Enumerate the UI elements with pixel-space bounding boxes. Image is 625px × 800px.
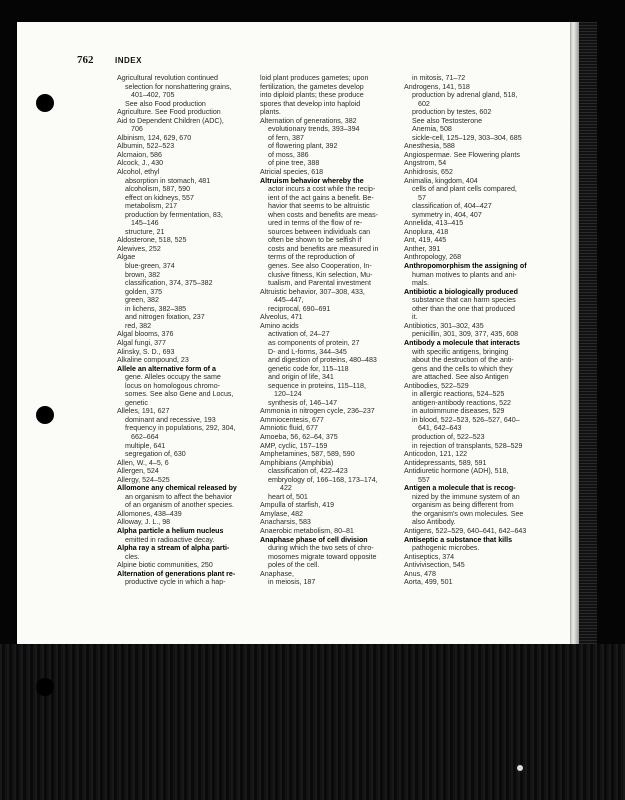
index-entry: Albinism, 124, 629, 670 (117, 133, 192, 142)
index-term-definition: Anaphase phase of cell division (260, 535, 368, 544)
index-entry: AMP, cyclic, 157–159 (260, 441, 328, 450)
index-entry: frequency in populations, 292, 304, (125, 424, 236, 433)
binder-hole-middle (36, 406, 54, 424)
index-entry: emitted in radioactive decay. (125, 535, 215, 544)
scan-bleed-area (0, 644, 625, 800)
index-entry: heart of, 501 (268, 492, 308, 501)
index-entry: Allen, W., 4–5, 6 (117, 458, 169, 467)
index-entry: Anhidrosis, 652 (404, 168, 453, 177)
index-entry: genetic code for, 115–118 (268, 364, 349, 373)
index-entry: 422 (280, 484, 292, 493)
index-entry: of pine tree, 388 (268, 159, 320, 168)
index-entry: Animalia, kingdom, 404 (404, 176, 478, 185)
index-entry: golden, 375 (125, 287, 163, 296)
index-column-1 (117, 74, 269, 587)
scan-speck (517, 765, 523, 771)
index-entry: of moss, 386 (268, 150, 309, 159)
index-entry: and digestion of proteins, 480–483 (268, 356, 377, 365)
index-entry: antigen-antibody reactions, 522 (412, 398, 511, 407)
index-entry: Alcohol, ethyl (117, 168, 160, 177)
index-entry: effect on kidneys, 557 (125, 193, 194, 202)
index-entry: Alinsky, S. D., 693 (117, 347, 175, 356)
index-entry: selection for nonshattering grains, (125, 82, 232, 91)
index-entry: tualism, and Parental investment (268, 279, 371, 288)
index-entry: human motives to plants and ani- (412, 270, 517, 279)
index-entry: evolutionary trends, 393–394 (268, 125, 360, 134)
index-entry: 445–447, (274, 296, 304, 305)
index-entry: absorption in stomach, 481 (125, 176, 211, 185)
index-entry: Anthropology, 268 (404, 253, 462, 262)
index-entry: Antidepressants, 589, 591 (404, 458, 487, 467)
index-entry: the organism's own molecules. See (412, 509, 524, 518)
index-entry: 120–124 (274, 390, 302, 399)
index-entry: and origin of life, 341 (268, 373, 334, 382)
index-entry: Anaerobic metabolism, 80–81 (260, 526, 354, 535)
index-entry: Ampulla of starfish, 419 (260, 501, 335, 510)
index-entry: genetic (125, 398, 148, 407)
index-entry: sequence in proteins, 115–118, (268, 381, 366, 390)
index-entry: pathogenic microbes. (412, 544, 480, 553)
index-entry: in autoimmune diseases, 529 (412, 407, 505, 416)
index-entry: cles. (125, 552, 140, 561)
index-entry: Agricultural revolution continued (117, 74, 218, 82)
index-entry: havior that seems to be altruistic (268, 202, 370, 211)
index-entry: when costs and benefits are meas- (268, 210, 379, 219)
index-entry: Ammonia in nitrogen cycle, 236–237 (260, 407, 375, 416)
index-entry: Agriculture. See Food production (117, 108, 221, 117)
index-entry: dominant and recessive, 193 (125, 415, 216, 424)
index-term-definition: Allomone any chemical released by (117, 484, 237, 493)
index-entry: Androgens, 141, 518 (404, 82, 470, 91)
index-entry: 401–402, 705 (131, 91, 175, 100)
index-term-definition: Alternation of generations plant re- (117, 569, 236, 578)
index-entry: in blood, 522–523, 526–527, 640– (412, 415, 520, 424)
index-entry: as components of protein, 27 (268, 338, 360, 347)
index-entry: productive cycle in which a hap- (125, 578, 226, 587)
index-entry: Amphibians (Amphibia) (260, 458, 334, 467)
index-entry: gens and the cells to which they (412, 364, 513, 373)
page-number: 762 (77, 54, 94, 66)
index-entry: Alkaline compound, 23 (117, 356, 189, 365)
index-entry: Anaphase, (260, 569, 294, 578)
index-entry: production by adrenal gland, 518, (412, 91, 518, 100)
index-entry: about the destruction of the anti- (412, 356, 514, 365)
index-entry: in lichens, 382–385 (125, 304, 187, 313)
page-edge (570, 22, 579, 644)
index-entry: Allergy, 524–525 (117, 475, 170, 484)
index-entry: 706 (131, 125, 143, 134)
index-entry: production by fermentation, 83, (125, 210, 223, 219)
index-entry: Anacharsis, 583 (260, 518, 311, 527)
index-term-definition: Antigen a molecule that is recog- (404, 484, 516, 493)
index-entry: in mitosis, 71–72 (412, 74, 466, 82)
index-entry: Allomones, 438–439 (117, 509, 182, 518)
index-entry: ient of the act gains a benefit. Be- (268, 193, 374, 202)
index-entry: substance that can harm species (412, 296, 516, 305)
index-entry: Alewives, 252 (117, 244, 161, 253)
index-entry: plants. (260, 108, 281, 117)
index-entry: classification of, 422–423 (268, 467, 348, 476)
index-entry: Anticodon, 121, 122 (404, 450, 468, 459)
index-entry: Alloway, J. L., 98 (117, 518, 171, 527)
index-entry: with specific antigens, bringing (412, 347, 509, 356)
index-entry: Aid to Dependent Children (ADC), (117, 116, 224, 125)
index-entry: an organism to affect the behavior (125, 492, 233, 501)
index-entry: Anoplura, 418 (404, 227, 449, 236)
index-entry: Angiospermae. See Flowering plants (404, 150, 520, 159)
index-entry: classification, 374, 375–382 (125, 279, 213, 288)
index-term-definition: Alpha ray a stream of alpha parti- (117, 544, 230, 553)
index-entry: of an organism of another species. (125, 501, 234, 510)
index-entry: production by testes, 602 (412, 108, 492, 117)
index-entry: red, 382 (125, 321, 152, 330)
index-entry: Alveolus, 471 (260, 313, 303, 322)
index-entry: metabolism, 217 (125, 202, 178, 211)
index-entry: somes. See also Gene and Locus, (125, 390, 234, 399)
index-entry: brown, 382 (125, 270, 161, 279)
index-entry: cells of and plant cells compared, (412, 185, 517, 194)
index-entry: ured in terms of the flow of re- (268, 219, 363, 228)
index-entry: Aldosterone, 518, 525 (117, 236, 187, 245)
index-entry: costs and benefits are measured in (268, 244, 379, 253)
index-entry: Amino acids (260, 321, 299, 330)
index-entry: poles of the cell. (268, 561, 320, 570)
index-column-3 (404, 74, 556, 587)
index-term-definition: Antibiotic a biologically produced (404, 287, 518, 296)
index-entry: 602 (418, 99, 430, 108)
index-entry: Amylase, 482 (260, 509, 303, 518)
index-entry: Alcmaion, 586 (117, 150, 162, 159)
index-entry: production of, 522–523 (412, 432, 485, 441)
index-entry: terms of the reproduction of (268, 253, 355, 262)
index-entry: Ammiocentesis, 677 (260, 415, 324, 424)
index-entry: embryology of, 166–168, 173–174, (268, 475, 378, 484)
index-entry: Amoeba, 56, 62–64, 375 (260, 432, 338, 441)
index-entry: Anus, 478 (404, 569, 436, 578)
index-entry: Algal blooms, 376 (117, 330, 174, 339)
index-entry: penicillin, 301, 309, 377, 435, 608 (412, 330, 519, 339)
index-entry: nized by the immune system of an (412, 492, 520, 501)
index-entry: Atricial species, 618 (260, 168, 324, 177)
index-entry: Alleles, 191, 627 (117, 407, 170, 416)
index-entry: Antiseptics, 374 (404, 552, 455, 561)
index-term-definition: Anthropomorphism the assigning of (404, 262, 527, 271)
index-entry: Annelida, 413–415 (404, 219, 464, 228)
index-entry: Algal fungi, 377 (117, 338, 166, 347)
index-entry: Anesthesia, 588 (404, 142, 455, 151)
index-entry: activation of, 24–27 (268, 330, 330, 339)
index-entry: Antidiuretic hormone (ADH), 518, (404, 467, 509, 476)
index-entry: Albumin, 522–523 (117, 142, 175, 151)
index-entry: loid plant produces gametes; upon (260, 74, 369, 82)
index-entry: spores that develop into haploid (260, 99, 361, 108)
index-entry: Alternation of generations, 382 (260, 116, 357, 125)
running-head: INDEX (115, 56, 142, 65)
index-entry: in allergic reactions, 524–525 (412, 390, 505, 399)
index-entry: See also Testosterone (412, 116, 483, 125)
binder-hole-top (36, 94, 54, 112)
index-entry: of flowering plant, 392 (268, 142, 338, 151)
index-term-definition: Altruism behavior whereby the (260, 176, 364, 185)
index-entry: it. (412, 313, 418, 322)
index-entry: Aorta, 499, 501 (404, 578, 453, 587)
index-entry: organism as being different from (412, 501, 514, 510)
index-entry: also Antibody. (412, 518, 456, 527)
index-entry: reciprocal, 690–691 (268, 304, 331, 313)
index-entry: symmetry in, 404, 407 (412, 210, 482, 219)
index-entry: 557 (418, 475, 430, 484)
index-entry: mosomes migrate toward opposite (268, 552, 377, 561)
index-entry: alcoholism, 587, 590 (125, 185, 191, 194)
index-entry: Anemia, 508 (412, 125, 452, 134)
index-entry: Algae (117, 253, 136, 262)
index-term-definition: Allele an alternative form of a (117, 364, 216, 373)
index-entry: 57 (418, 193, 426, 202)
index-entry: clusive fitness, Kin selection, Mu- (268, 270, 373, 279)
index-entry: structure, 21 (125, 227, 165, 236)
index-entry: Ant, 419, 445 (404, 236, 447, 245)
index-entry: Alcock, J., 430 (117, 159, 164, 168)
index-entry: into diploid plants; these produce (260, 91, 364, 100)
index-entry: Altruistic behavior, 307–308, 433, (260, 287, 365, 296)
index-entry: during which the two sets of chro- (268, 544, 374, 553)
index-entry: See also Food production (125, 99, 206, 108)
binder-hole-bottom (36, 678, 54, 696)
index-entry: sources between individuals can (268, 227, 371, 236)
index-entry: locus on homologous chromo- (125, 381, 221, 390)
index-entry: Allergen, 524 (117, 467, 159, 476)
index-entry: of fern, 387 (268, 133, 304, 142)
index-term-definition: Antiseptic a substance that kills (404, 535, 513, 544)
index-entry: 641, 642–643 (418, 424, 462, 433)
index-entry: often be shown to be selfish if (268, 236, 362, 245)
index-entry: gene. Alleles occupy the same (125, 373, 221, 382)
index-entry: other than the one that produced (412, 304, 515, 313)
index-entry: in meiosis, 187 (268, 578, 316, 587)
index-entry: genes. See also Cooperation, In- (268, 262, 372, 271)
index-term-definition: Alpha particle a helium nucleus (117, 526, 224, 535)
index-entry: D- and L-forms, 344–345 (268, 347, 347, 356)
index-entry: mals. (412, 279, 429, 288)
index-entry: in rejection of transplants, 528–529 (412, 441, 523, 450)
index-entry: sickle-cell, 125–129, 303–304, 685 (412, 133, 522, 142)
page-edge-shadow (579, 22, 597, 644)
index-entry: Antibodies, 522–529 (404, 381, 469, 390)
index-entry: Antivivisection, 545 (404, 561, 465, 570)
index-entry: Angstrom, 54 (404, 159, 447, 168)
index-entry: Amphetamines, 587, 589, 590 (260, 450, 355, 459)
index-entry: are attached. See also Antigen (412, 373, 509, 382)
index-entry: segregation of, 630 (125, 450, 186, 459)
index-entry: 662–664 (131, 432, 159, 441)
index-entry: classification of, 404–427 (412, 202, 492, 211)
index-entry: actor incurs a cost while the recip- (268, 185, 376, 194)
index-term-definition: Antibody a molecule that interacts (404, 338, 520, 347)
index-entry: Antibiotics, 301–302, 435 (404, 321, 484, 330)
index-entry: blue-green, 374 (125, 262, 175, 271)
index-entry: Alpine biotic communities, 250 (117, 561, 213, 570)
index-entry: 145–146 (131, 219, 159, 228)
index-column-2 (260, 74, 412, 587)
index-entry: Antigens, 522–529, 640–641, 642–643 (404, 526, 527, 535)
index-entry: multiple, 641 (125, 441, 166, 450)
index-entry: Anther, 391 (404, 244, 441, 253)
index-entry: synthesis of, 146–147 (268, 398, 338, 407)
index-entry: Amniotic fluid, 677 (260, 424, 318, 433)
index-entry: green, 382 (125, 296, 159, 305)
index-entry: and nitrogen fixation, 237 (125, 313, 205, 322)
index-entry: fertilization, the gametes develop (260, 82, 364, 91)
